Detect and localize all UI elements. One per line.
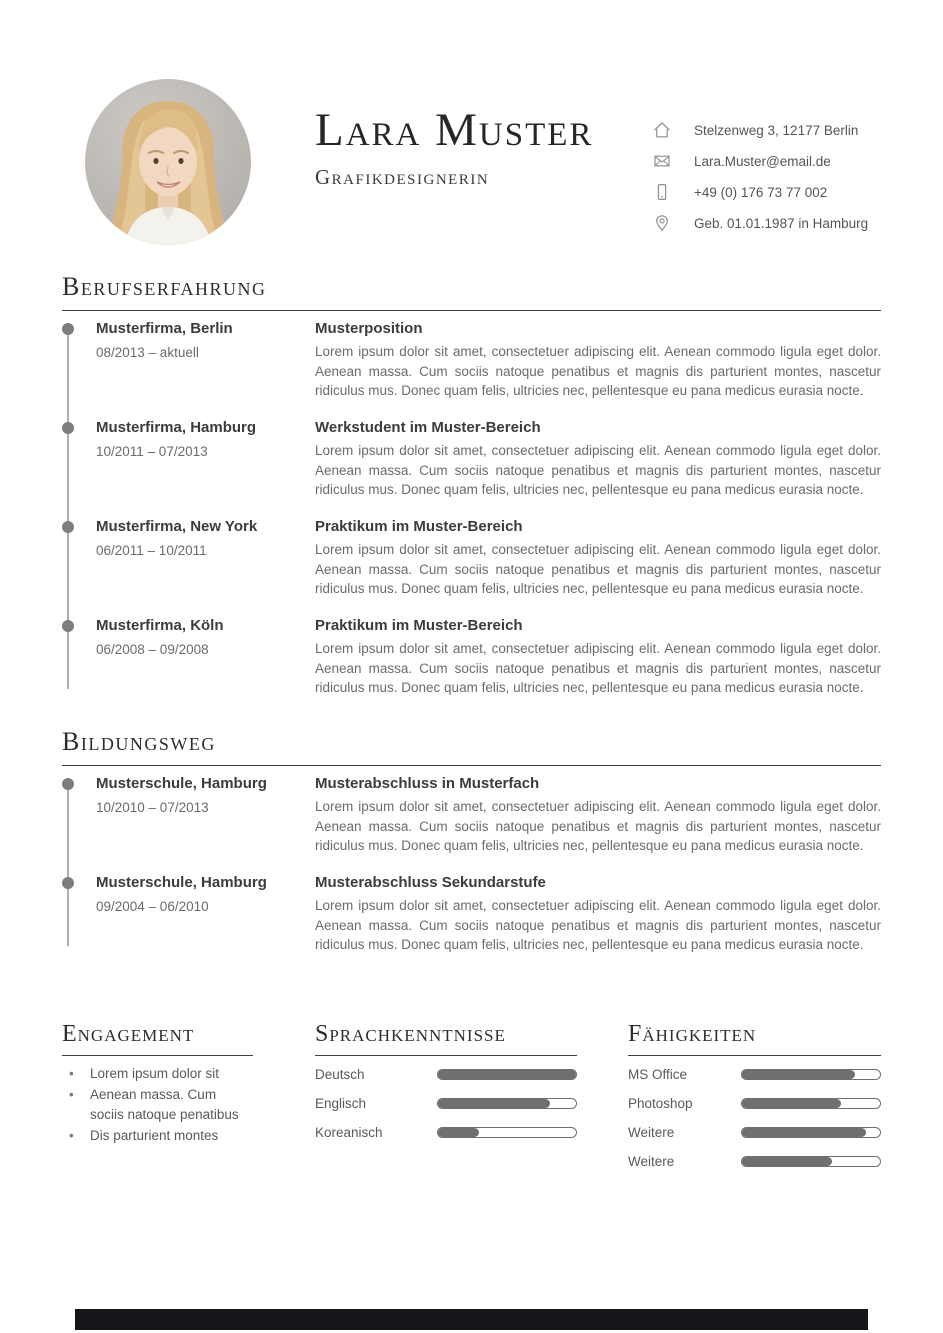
education-entry: [62, 774, 881, 873]
contact-row-address: [652, 120, 902, 140]
header: [0, 0, 943, 244]
entry-period: 06/2008 – 09/2008: [96, 642, 209, 657]
entry-description: Lorem ipsum dolor sit amet, consectetuer adipiscing elit. Aenean commodo ligula eget dolor. Aenean massa. Cum sociis natoque penatibus et magnis dis parturient montes, nascetur ridiculus mus. Donec quam felis, ultricies nec, pellentesque eu pana medicus eurasia nocte.: [315, 898, 881, 952]
entry-meta: [96, 319, 315, 418]
experience-entries: [62, 319, 881, 715]
entry-description: Lorem ipsum dolor sit amet, consectetuer adipiscing elit. Aenean commodo ligula eget dolor. Aenean massa. Cum sociis natoque penatibus et magnis dis parturient montes, nascetur ridiculus mus. Donec quam felis, ultricies nec, pellentesque eu pana medicus eurasia nocte.: [315, 344, 881, 398]
entry-description: Lorem ipsum dolor sit amet, consectetuer adipiscing elit. Aenean commodo ligula eget dolor. Aenean massa. Cum sociis natoque penatibus et magnis dis parturient montes, nascetur ridiculus mus. Donec quam felis, ultricies nec, pellentesque eu pana medicus eurasia nocte.: [315, 443, 881, 497]
contact-row-email: [652, 151, 902, 171]
profile-photo: [85, 79, 251, 245]
home-icon: [652, 120, 672, 140]
entry-role: Musterabschluss in Musterfach: [315, 775, 540, 792]
section-skills: [628, 1020, 881, 1180]
experience-entry: [62, 616, 881, 715]
entry-description: Lorem ipsum dolor sit amet, consectetuer adipiscing elit. Aenean commodo ligula eget dolor. Aenean massa. Cum sociis natoque penatibus et magnis dis parturient montes, nascetur ridiculus mus. Donec quam felis, ultricies nec, pellentesque eu pana medicus eurasia nocte.: [315, 799, 881, 853]
entry-organization: Musterfirma, Berlin: [96, 320, 233, 337]
skill-bar: [741, 1098, 881, 1109]
skills-heading: Fähigkeiten: [628, 1020, 881, 1056]
timeline-dot: [62, 323, 74, 335]
contact-phone: +49 (0) 176 73 77 002: [694, 184, 828, 200]
entry-role: Praktikum im Muster-Bereich: [315, 518, 523, 535]
timeline-dot: [62, 877, 74, 889]
timeline-dot: [62, 778, 74, 790]
entry-organization: Musterfirma, Köln: [96, 617, 224, 634]
engagement-item-text: Dis parturient montes: [90, 1127, 219, 1143]
contact-block: [652, 120, 902, 244]
experience-entry: [62, 418, 881, 517]
skill-bar-fill: [438, 1070, 576, 1079]
language-label: Englisch: [315, 1095, 367, 1111]
bullet-icon: •: [69, 1066, 74, 1081]
entry-organization: Musterschule, Hamburg: [96, 874, 267, 891]
job-title: Grafikdesignerin: [315, 165, 490, 189]
entry-period: 10/2010 – 07/2013: [96, 800, 209, 815]
skill-bar: [741, 1069, 881, 1080]
entry-role: Werkstudent im Muster-Bereich: [315, 419, 541, 436]
engagement-item-text: Lorem ipsum dolor sit: [90, 1066, 220, 1081]
experience-entry: [62, 319, 881, 418]
skill-bar: [437, 1127, 577, 1138]
contact-email: Lara.Muster@email.de: [694, 153, 831, 169]
entry-organization: Musterschule, Hamburg: [96, 775, 267, 792]
section-education: [62, 727, 881, 972]
entry-period: 06/2011 – 10/2011: [96, 543, 207, 558]
skill-label: Photoshop: [628, 1095, 693, 1111]
entry-detail: [315, 873, 881, 972]
name-block: [315, 104, 593, 189]
skill-bar-fill: [742, 1128, 866, 1137]
experience-heading: Berufserfahrung: [62, 272, 881, 311]
entry-detail: [315, 418, 881, 517]
entry-meta: [96, 517, 315, 616]
timeline-dot: [62, 521, 74, 533]
engagement-list: [62, 1064, 253, 1146]
portrait-illustration: [85, 79, 251, 245]
entry-role: Musterposition: [315, 320, 423, 337]
skill-bar-fill: [742, 1099, 841, 1108]
list-item: [62, 1126, 253, 1147]
entry-period: 10/2011 – 07/2013: [96, 444, 208, 459]
location-icon: [652, 213, 672, 233]
timeline-dot: [62, 620, 74, 632]
language-row: [315, 1122, 577, 1142]
skills-list: [628, 1064, 881, 1171]
skill-bar: [437, 1069, 577, 1080]
bullet-icon: •: [69, 1127, 74, 1143]
education-heading: Bildungsweg: [62, 727, 881, 766]
skill-row: [628, 1064, 881, 1084]
skill-label: MS Office: [628, 1066, 688, 1082]
contact-row-birth: [652, 213, 902, 233]
languages-list: [315, 1064, 577, 1142]
section-engagement: [62, 1020, 253, 1180]
entry-meta: [96, 616, 315, 715]
skill-bar-fill: [438, 1099, 550, 1108]
language-label: Deutsch: [315, 1066, 365, 1082]
section-languages: [315, 1020, 577, 1180]
entry-detail: [315, 517, 881, 616]
languages-heading: Sprachkenntnisse: [315, 1020, 577, 1056]
language-label: Koreanisch: [315, 1124, 383, 1140]
list-item: [62, 1064, 253, 1085]
entry-period: 09/2004 – 06/2010: [96, 899, 209, 914]
engagement-heading: Engagement: [62, 1020, 253, 1056]
skill-bar: [741, 1156, 881, 1167]
entry-description: Lorem ipsum dolor sit amet, consectetuer adipiscing elit. Aenean commodo ligula eget dolor. Aenean massa. Cum sociis natoque penatibus et magnis dis parturient montes, nascetur ridiculus mus. Donec quam felis, ultricies nec, pellentesque eu pana medicus eurasia nocte.: [315, 641, 881, 695]
entry-meta: [96, 873, 315, 972]
skill-row: [628, 1151, 881, 1171]
skill-bar-fill: [742, 1070, 855, 1079]
entry-description: Lorem ipsum dolor sit amet, consectetuer adipiscing elit. Aenean commodo ligula eget dolor. Aenean massa. Cum sociis natoque penatibus et magnis dis parturient montes, nascetur ridiculus mus. Donec quam felis, ultricies nec, pellentesque eu pana medicus eurasia nocte.: [315, 542, 881, 596]
experience-entry: [62, 517, 881, 616]
skill-row: [628, 1093, 881, 1113]
contact-row-phone: [652, 182, 902, 202]
contact-birthdate: Geb. 01.01.1987 in Hamburg: [694, 215, 869, 231]
footer-bar: [75, 1309, 868, 1330]
skill-bar-fill: [742, 1157, 832, 1166]
entry-meta: [96, 418, 315, 517]
skill-bar: [741, 1127, 881, 1138]
skill-bar: [437, 1098, 577, 1109]
skill-row: [628, 1122, 881, 1142]
language-row: [315, 1093, 577, 1113]
entry-detail: [315, 616, 881, 715]
entry-detail: [315, 774, 881, 873]
mail-icon: [652, 151, 672, 171]
education-entry: [62, 873, 881, 972]
bottom-columns: [62, 1020, 881, 1180]
entry-organization: Musterfirma, Hamburg: [96, 419, 257, 436]
section-experience: [62, 272, 881, 715]
entry-detail: [315, 319, 881, 418]
skill-label: Weitere: [628, 1124, 675, 1140]
phone-icon: [652, 182, 672, 202]
contact-address: Stelzenweg 3, 12177 Berlin: [694, 122, 859, 138]
bullet-icon: •: [69, 1086, 74, 1102]
list-item: [62, 1085, 253, 1126]
skill-bar-fill: [438, 1128, 479, 1137]
entry-role: Musterabschluss Sekundarstufe: [315, 874, 546, 891]
timeline-dot: [62, 422, 74, 434]
entry-period: 08/2013 – aktuell: [96, 345, 199, 360]
skill-label: Weitere: [628, 1153, 675, 1169]
language-row: [315, 1064, 577, 1084]
page-title: Lara Muster: [315, 104, 594, 156]
education-entries: [62, 774, 881, 972]
entry-organization: Musterfirma, New York: [96, 518, 258, 535]
entry-meta: [96, 774, 315, 873]
entry-role: Praktikum im Muster-Bereich: [315, 617, 523, 634]
engagement-item-text: Aenean massa. Cum sociis natoque penatibus: [90, 1086, 239, 1122]
